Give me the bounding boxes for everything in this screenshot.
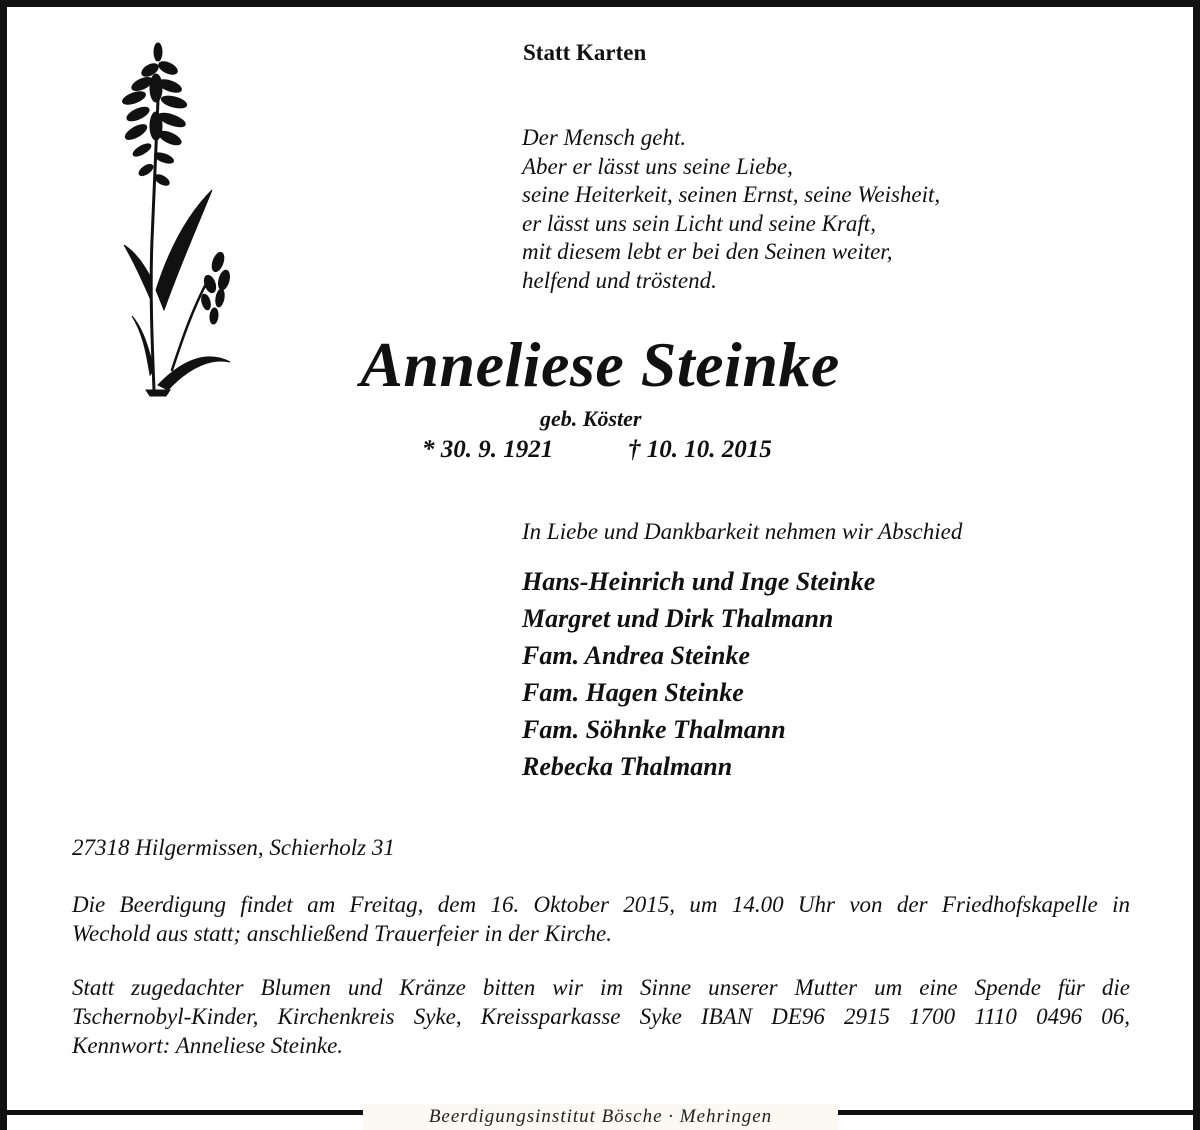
mourner-name: Fam. Andrea Steinke	[522, 641, 751, 670]
farewell-line: In Liebe und Dankbarkeit nehmen wir Abschied	[522, 519, 963, 544]
funeral-notice	[72, 890, 1130, 948]
mourner-name: Margret und Dirk Thalmann	[522, 604, 834, 633]
donation-notice-line: Tschernobyl-Kinder, Kirchenkreis Syke, Kreissparkasse Syke IBAN DE96 2915 1700 1110 0496 06,	[72, 1004, 1130, 1029]
poem	[522, 124, 940, 295]
donation-notice	[72, 973, 1130, 1060]
deceased-name: Anneliese Steinke	[360, 329, 840, 400]
mourner-name: Rebecka Thalmann	[522, 752, 733, 781]
statt-karten-heading: Statt Karten	[523, 40, 647, 65]
mourners-list	[522, 563, 875, 785]
footer-text: Beerdigungsinstitut Bösche · Mehringen	[428, 1106, 773, 1127]
poem-line: Aber er lässt uns seine Liebe,	[522, 153, 793, 179]
donation-notice-line: Statt zugedachter Blumen und Kränze bitten wir im Sinne unserer Mutter um eine Spende für die	[72, 975, 1130, 1000]
poem-line: Der Mensch geht.	[522, 125, 687, 150]
death-date: † 10. 10. 2015	[628, 436, 772, 463]
poem-line: mit diesem lebt er bei den Seinen weiter,	[522, 239, 893, 264]
mourner-name: Fam. Hagen Steinke	[522, 678, 744, 707]
deceased-name-row	[0, 328, 1200, 402]
poem-line: helfend und tröstend.	[522, 267, 717, 293]
funeral-notice-line: Die Beerdigung findet am Freitag, dem 16. Oktober 2015, um 14.00 Uhr von der Friedhofskapelle in	[72, 892, 1130, 917]
maiden-name: geb. Köster	[540, 406, 642, 431]
funeral-notice-line: Wechold aus statt; anschließend Trauerfeier in der Kirche.	[72, 921, 613, 946]
address: 27318 Hilgermissen, Schierholz 31	[72, 835, 395, 860]
poem-line: seine Heiterkeit, seinen Ernst, seine Weisheit,	[522, 182, 941, 207]
mourner-name: Hans-Heinrich und Inge Steinke	[522, 567, 876, 596]
donation-notice-line: Kennwort: Anneliese Steinke.	[72, 1033, 344, 1058]
mourner-name: Fam. Söhnke Thalmann	[522, 715, 786, 744]
footer-band	[363, 1104, 838, 1130]
poem-line: er lässt uns sein Licht und seine Kraft,	[522, 210, 876, 236]
birth-date: * 30. 9. 1921	[422, 436, 554, 463]
